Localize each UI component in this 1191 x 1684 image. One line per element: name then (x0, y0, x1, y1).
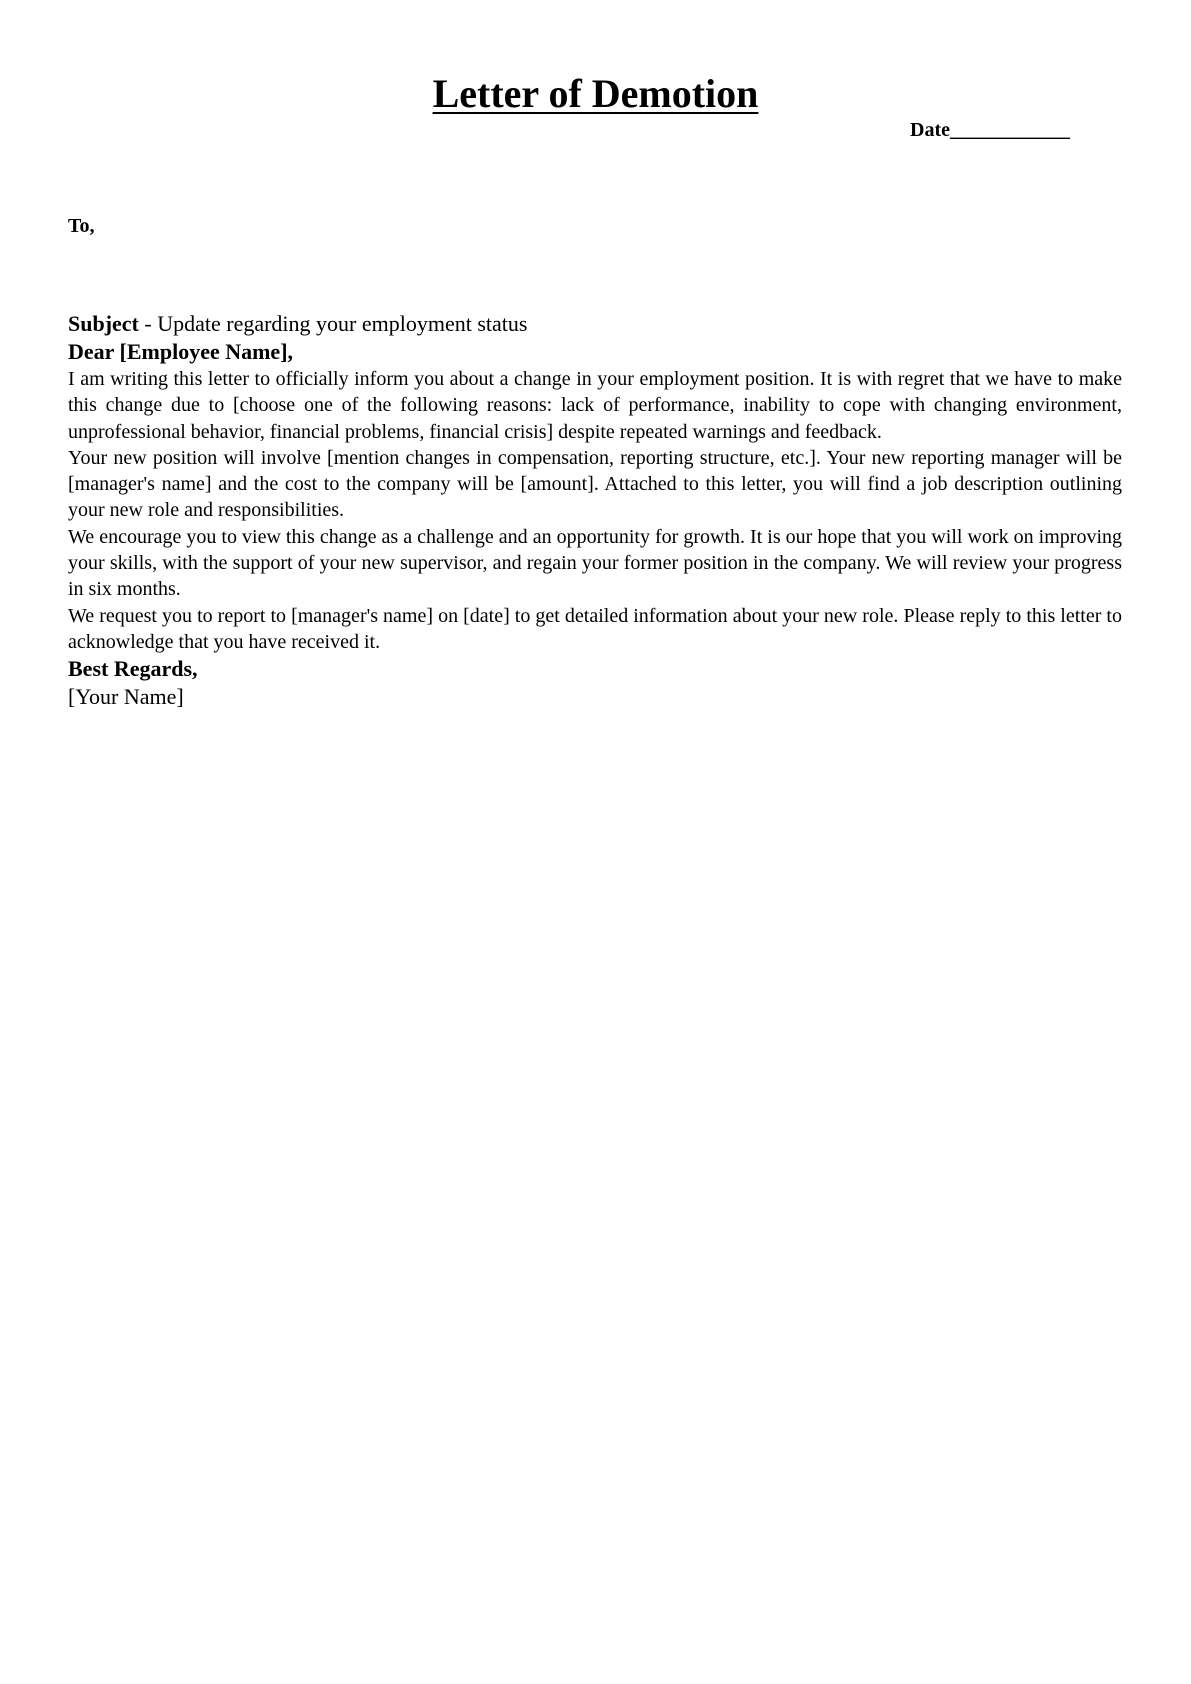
recipient-label: To, (68, 215, 95, 237)
body-paragraph: Your new position will involve [mention changes in compensation, reporting structure, etc.]. Your new reporting manager will be [manager's name] and the cost to the company will be [amount]. Attached to this letter, you will find a job description outlining your new role and responsibilities. (68, 446, 1122, 522)
body-paragraph: We encourage you to view this change as a challenge and an opportunity for growth. It is our hope that you will work on improving your skills, with the support of your new supervisor, and regain your former position in the company. We will review your progress in six months. (68, 525, 1122, 601)
date-field: Date____________ (910, 119, 1070, 141)
body-paragraph: We request you to report to [manager's name] on [date] to get detailed information about your new role. Please reply to this letter to acknowledge that you have received it. (68, 604, 1122, 653)
signature: [Your Name] (68, 684, 184, 710)
letter-title: Letter of Demotion (432, 71, 759, 116)
subject-label: Subject (68, 311, 139, 336)
closing: Best Regards, (68, 656, 198, 682)
letter-body (68, 310, 1122, 711)
subject-text: - Update regarding your employment status (138, 311, 528, 336)
body-paragraph: I am writing this letter to officially inform you about a change in your employment position. It is with regret that we have to make this change due to [choose one of the following reasons: lack of performance, inability to cope with changing environment, unprofessional behavior, financial problems, financial crisis] despite repeated warnings and feedback. (68, 368, 1122, 443)
subject-line (68, 310, 1122, 338)
salutation: Dear [Employee Name], (68, 339, 294, 364)
